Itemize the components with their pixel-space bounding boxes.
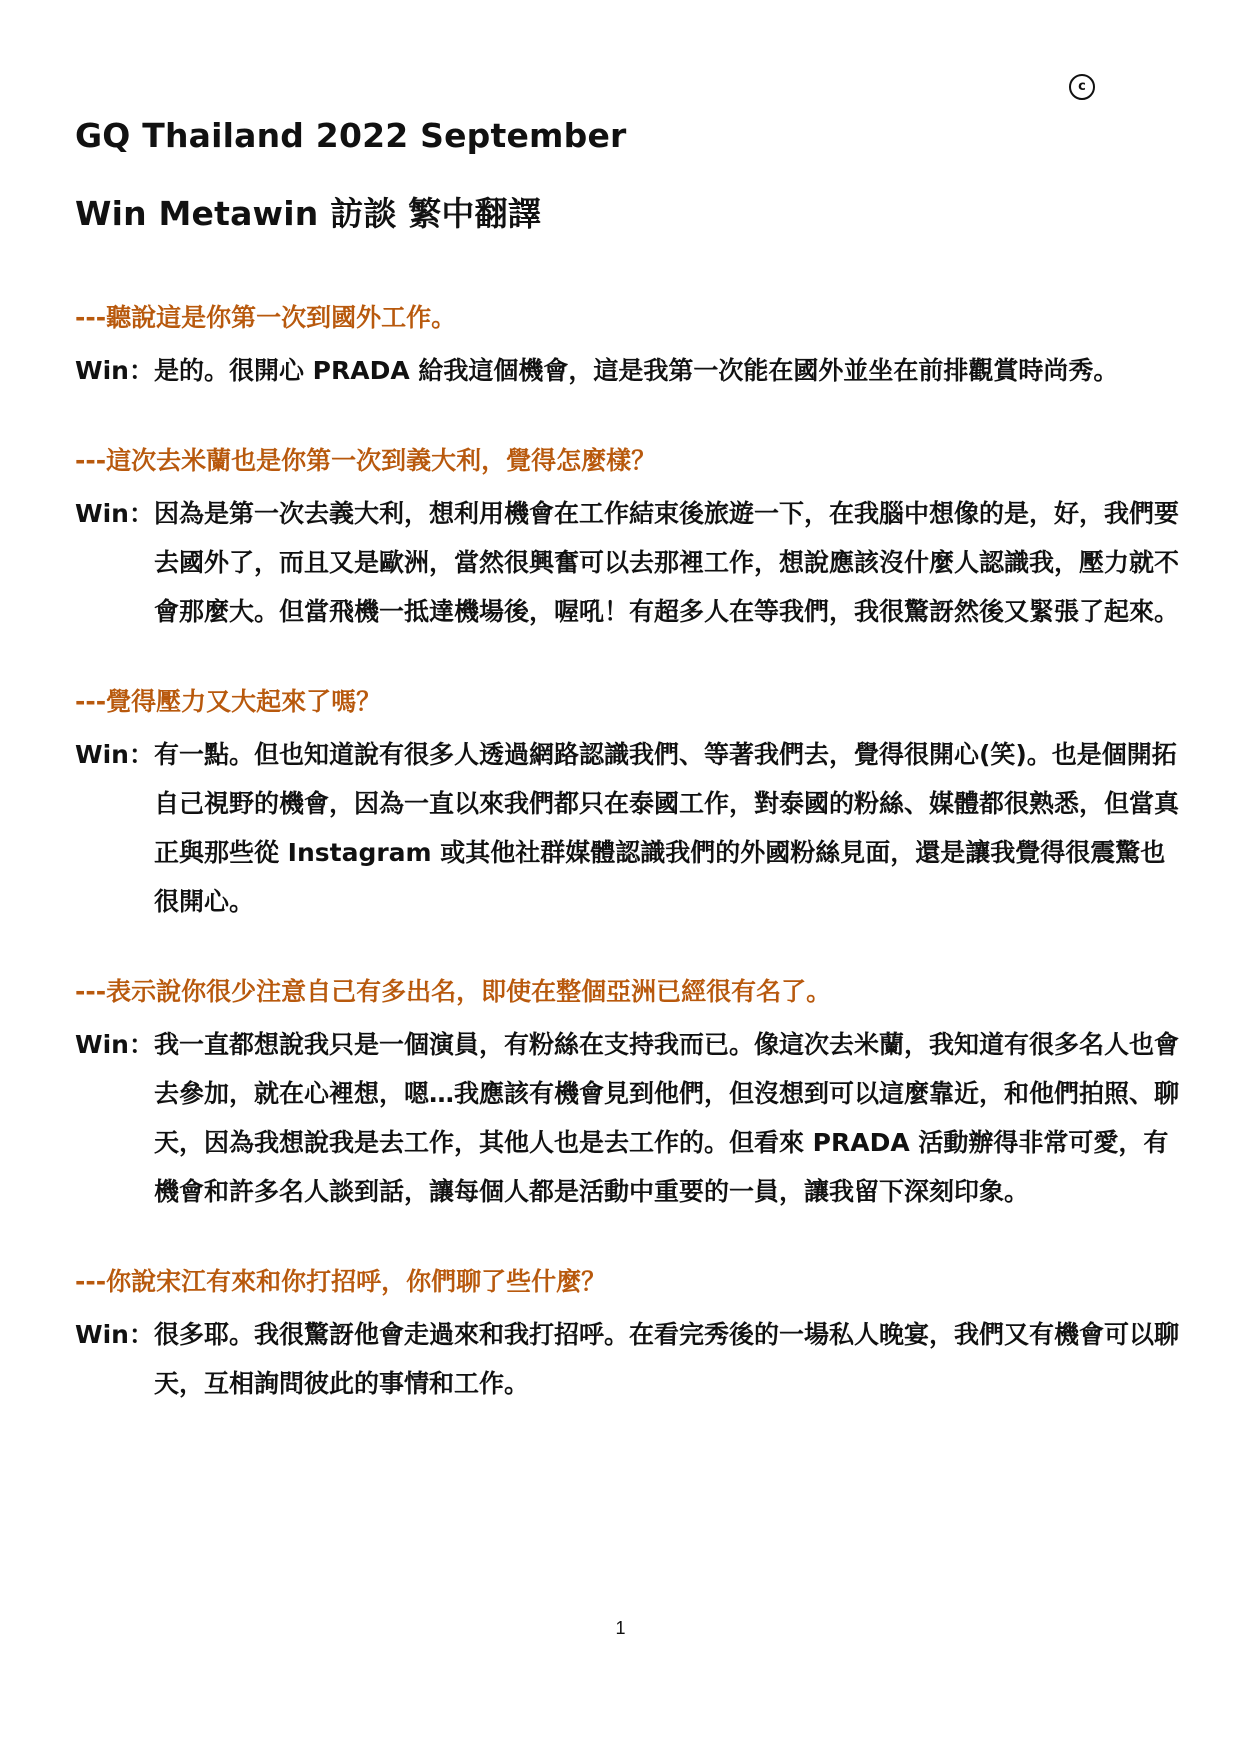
speaker-label: Win： — [75, 740, 154, 769]
speaker-label: Win： — [75, 499, 154, 528]
qa-block — [75, 974, 1185, 1216]
answer-text: 很多耶。我很驚訝他會走過來和我打招呼。在看完秀後的一場私人晚宴，我們又有機會可以聊天，互相詢問彼此的事情和工作。 — [153, 1320, 1179, 1398]
document-title: GQ Thailand 2022 September — [75, 116, 627, 155]
speaker-label: Win： — [75, 356, 154, 385]
answer-block — [75, 1020, 1185, 1216]
question-text: ---表示說你很少注意自己有多出名，即使在整個亞洲已經很有名了。 — [75, 977, 832, 1006]
interview-body — [75, 300, 1185, 1408]
question-text: ---這次去米蘭也是你第一次到義大利，覺得怎麼樣？ — [75, 446, 657, 475]
answer-text: 有一點。但也知道說有很多人透過網路認識我們、等著我們去，覺得很開心(笑)。也是個開拓自己視野的機會，因為一直以來我們都只在泰國工作，對泰國的粉絲、媒體都很熟悉，但當真正與那些從 Instagram 或其他社群媒體認識我們的外國粉絲見面，還是讓我覺得很震驚也很開心。 — [153, 740, 1179, 916]
qa-block — [75, 1264, 1185, 1408]
answer-block — [75, 730, 1185, 926]
answer-text: 因為是第一次去義大利，想利用機會在工作結束後旅遊一下，在我腦中想像的是，好，我們要去國外了，而且又是歐洲，當然很興奮可以去那裡工作，想說應該沒什麼人認識我，壓力就不會那麼大。但當飛機一抵達機場後，喔吼！有超多人在等我們，我很驚訝然後又緊張了起來。 — [153, 499, 1179, 626]
question-text: ---覺得壓力又大起來了嗎？ — [75, 687, 382, 716]
page-number: 1 — [615, 1618, 626, 1638]
speaker-label: Win： — [75, 1320, 154, 1349]
question-text: ---聽說這是你第一次到國外工作。 — [75, 303, 457, 332]
answer-block — [75, 1310, 1185, 1408]
speaker-label: Win： — [75, 1030, 154, 1059]
question-text: ---你說宋江有來和你打招呼，你們聊了些什麼？ — [75, 1267, 607, 1296]
qa-block — [75, 684, 1185, 926]
answer-block — [75, 346, 1185, 395]
answer-text: 我一直都想說我只是一個演員，有粉絲在支持我而已。像這次去米蘭，我知道有很多名人也會去參加，就在心裡想，嗯…我應該有機會見到他們，但沒想到可以這麼靠近，和他們拍照、聊天，因為我想說我是去工作，其他人也是去工作的。但看來 PRADA 活動辦得非常可愛，有機會和許多名人談到話，讓每個人都是活動中重要的一員，讓我留下深刻印象。 — [153, 1030, 1179, 1206]
answer-block — [75, 489, 1185, 636]
qa-block — [75, 300, 1185, 395]
qa-block — [75, 443, 1185, 636]
copyright-icon: c — [1069, 74, 1095, 100]
document-subtitle: Win Metawin 訪談 繁中翻譯 — [75, 194, 542, 233]
answer-text: 是的。很開心 PRADA 給我這個機會，這是我第一次能在國外並坐在前排觀賞時尚秀。 — [153, 356, 1119, 385]
